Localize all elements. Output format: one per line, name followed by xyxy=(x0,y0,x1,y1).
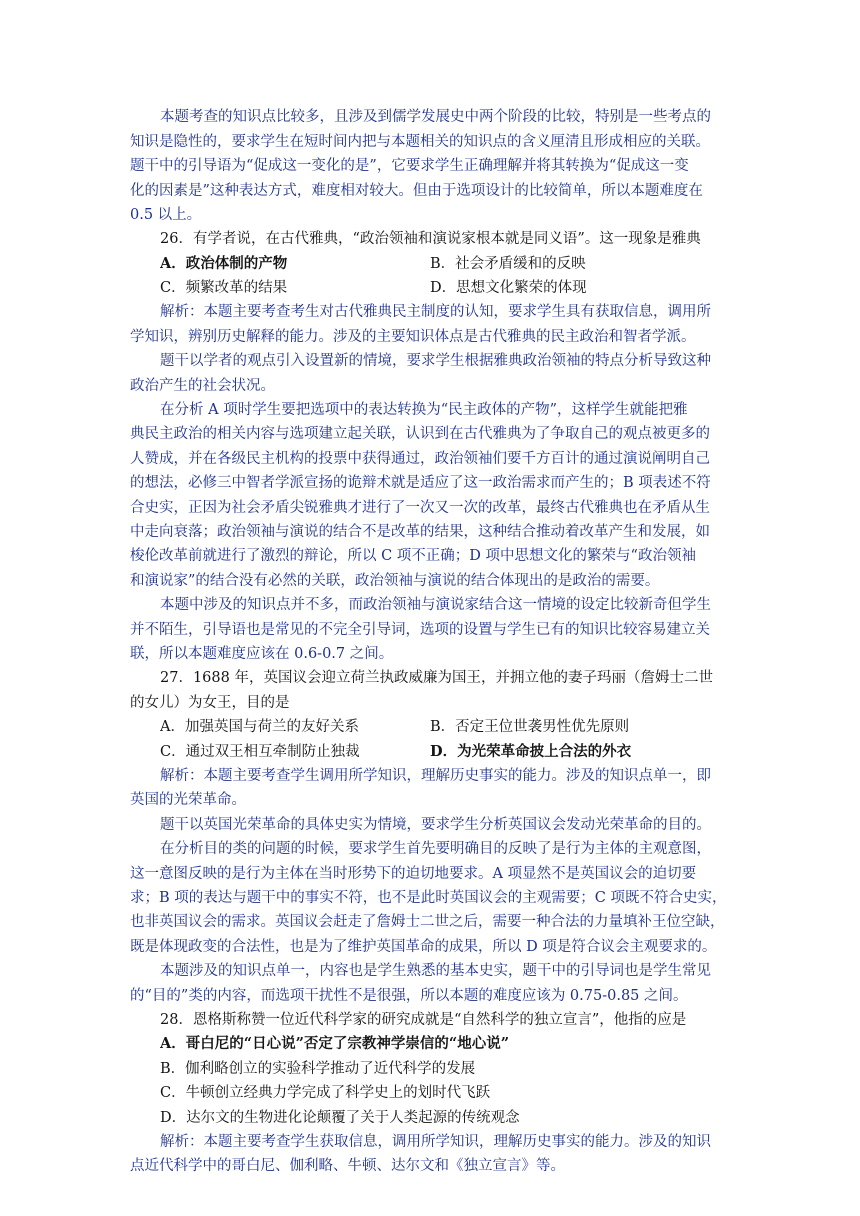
question-27-stem: 的女儿）为女王，目的是 xyxy=(130,695,290,711)
analysis-line: 并不陌生，引导语也是常见的不完全引导词，选项的设置与学生已有的知识比较容易建立关 xyxy=(130,622,710,638)
text-line: 0.5 以上。 xyxy=(130,207,202,223)
analysis-line: 典民主政治的相关内容与选项建立起关联，认识到在古代雅典为了争取自己的观点被更多的 xyxy=(130,426,710,442)
option-a: A．加强英国与荷兰的友好关系 xyxy=(160,719,359,735)
analysis-line: 本题涉及的知识点单一，内容也是学生熟悉的基本史实，题干中的引导词也是学生常见 xyxy=(160,963,711,979)
option-a-answer: A．哥白尼的“日心说”否定了宗教神学崇信的“地心说” xyxy=(160,1035,510,1052)
option-c: C．牛顿创立经典力学完成了科学史上的划时代飞跃 xyxy=(160,1085,491,1101)
text-line: 本题考查的知识点比较多，且涉及到儒学发展史中两个阶段的比较，特别是一些考点的 xyxy=(160,109,711,125)
text-line: 化的因素是”这种表达方式，难度相对较大。但由于选项设计的比较简单，所以本题难度在 xyxy=(130,183,703,199)
question-28-stem: 28．恩格斯称赞一位近代科学家的研究成就是“自然科学的独立宣言”，他指的应是 xyxy=(160,1012,687,1028)
option-c: C．通过双王相互牵制防止独裁 xyxy=(160,744,360,760)
analysis-line: 在分析 A 项时学生要把选项中的表达转换为“民主政体的产物”，这样学生就能把雅 xyxy=(160,402,688,418)
analysis-line: 这一意图反映的是行为主体在当时形势下的迫切地要求。A 项显然不是英国议会的迫切要 xyxy=(130,866,697,882)
analysis-line: 合史实，正因为社会矛盾尖锐雅典才进行了一次又一次的改革，最终古代雅典也在矛盾从生 xyxy=(130,500,710,516)
option-a-answer: A．政治体制的产物 xyxy=(160,255,288,272)
analysis-line: 英国的光荣革命。 xyxy=(130,792,246,808)
option-d-answer: D．为光荣革命披上合法的外衣 xyxy=(430,743,632,760)
analysis-line: 解析：本题主要考查学生获取信息，调用所学知识，理解历史事实的能力。涉及的知识 xyxy=(160,1134,711,1150)
option-b: B．伽利略创立的实验科学推动了近代科学的发展 xyxy=(160,1061,476,1077)
option-d: D．达尔文的生物进化论颠覆了关于人类起源的传统观念 xyxy=(160,1110,520,1126)
analysis-line: 点近代科学中的哥白尼、伽利略、牛顿、达尔文和《独立宣言》等。 xyxy=(130,1158,565,1174)
analysis-line: 题干以英国光荣革命的具体史实为情境，要求学生分析英国议会发动光荣革命的目的。 xyxy=(160,817,711,833)
option-b: B．社会矛盾缓和的反映 xyxy=(430,256,586,272)
analysis-line: 解析：本题主要考查考生对古代雅典民主制度的认知，要求学生具有获取信息，调用所 xyxy=(160,304,711,320)
analysis-line: 梭伦改革前就进行了激烈的辩论，所以 C 项不正确；D 项中思想文化的繁荣与“政治领袖 xyxy=(130,548,696,564)
analysis-line: 也非英国议会的需求。英国议会赶走了詹姆士二世之后，需要一种合法的力量填补王位空缺， xyxy=(130,914,725,930)
analysis-line: 求；B 项的表达与题干中的事实不符，也不是此时英国议会的主观需要；C 项既不符合史实， xyxy=(130,890,727,906)
analysis-line: 题干以学者的观点引入设置新的情境，要求学生根据雅典政治领袖的特点分析导致这种 xyxy=(160,353,711,369)
analysis-line: 既是体现政变的合法性，也是为了维护英国革命的成果，所以 D 项是符合议会主观要求的。 xyxy=(130,939,717,955)
analysis-line: 的“目的”类的内容，而选项干扰性不是很强，所以本题的难度应该为 0.75-0.85 之间。 xyxy=(130,988,688,1004)
analysis-line: 在分析目的类的问题的时候，要求学生首先要明确目的反映了是行为主体的主观意图， xyxy=(160,841,711,857)
analysis-line: 联，所以本题难度应该在 0.6-0.7 之间。 xyxy=(130,646,394,662)
text-line: 题干中的引导语为“促成这一变化的是”，它要求学生正确理解并将其转换为“促成这一变 xyxy=(130,158,689,174)
analysis-line: 和演说家”的结合没有必然的关联，政治领袖与演说的结合体现出的是政治的需要。 xyxy=(130,573,660,589)
analysis-line: 中走向衰落；政治领袖与演说的结合不是改革的结果，这种结合推动着改革产生和发展，如 xyxy=(130,524,710,540)
analysis-line: 政治产生的社会状况。 xyxy=(130,378,275,394)
analysis-line: 解析：本题主要考查学生调用所学知识，理解历史事实的能力。涉及的知识点单一，即 xyxy=(160,768,711,784)
analysis-line: 的想法，必修三中智者学派宣扬的诡辩术就是适应了这一政治需求而产生的；B 项表述不符 xyxy=(130,475,711,491)
analysis-line: 学知识，辨别历史解释的能力。涉及的主要知识体点是古代雅典的民主政治和智者学派。 xyxy=(130,329,696,345)
text-line: 知识是隐性的，要求学生在短时间内把与本题相关的知识点的含义厘清且形成相应的关联。 xyxy=(130,134,710,150)
question-27-stem: 27．1688 年，英国议会迎立荷兰执政威廉为国王，并拥立他的妻子玛丽（詹姆士二世 xyxy=(160,670,713,686)
analysis-line: 本题中涉及的知识点并不多，而政治领袖与演说家结合这一情境的设定比较新奇但学生 xyxy=(160,597,711,613)
option-c: C．频繁改革的结果 xyxy=(160,280,288,296)
analysis-line: 人赞成，并在各级民主机构的投票中获得通过，政治领袖们要千方百计的通过演说阐明自己 xyxy=(130,451,710,467)
option-d: D．思想文化繁荣的体现 xyxy=(430,280,587,296)
question-26-stem: 26．有学者说，在古代雅典，“政治领袖和演说家根本就是同义语”。这一现象是雅典 xyxy=(160,231,701,247)
option-b: B．否定王位世袭男性优先原则 xyxy=(430,719,630,735)
